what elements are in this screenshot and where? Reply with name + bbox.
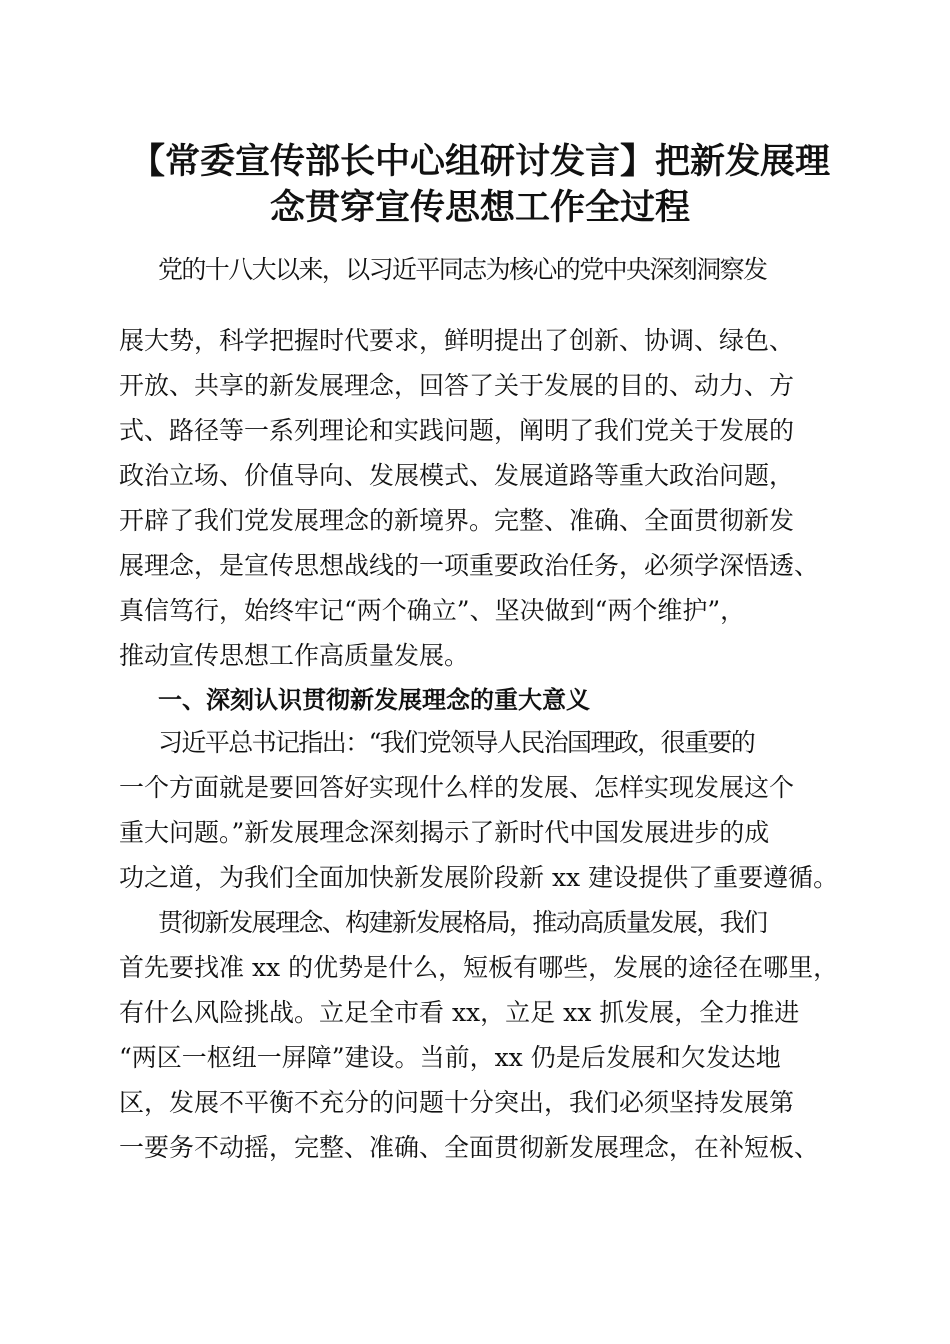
paragraph-2-line: 功之道，为我们全面加快新发展阶段新 xx 建设提供了重要遵循。 <box>119 863 839 892</box>
paragraph-3-line: 一要务不动摇，完整、准确、全面贯彻新发展理念，在补短板、 <box>119 1133 820 1162</box>
document-title-line-2: 念贯穿宣传思想工作全过程 <box>269 187 690 228</box>
paragraph-2-line: 重大问题。”新发展理念深刻揭示了新时代中国发展进步的成 <box>119 818 770 847</box>
paragraph-2-line: 习近平总书记指出：“我们党领导人民治国理政，很重要的 <box>158 728 755 757</box>
paragraph-1-line: 党的十八大以来，以习近平同志为核心的党中央深刻洞察发 <box>158 255 767 284</box>
paragraph-3-line: 贯彻新发展理念、构建新发展格局，推动高质量发展，我们 <box>158 908 767 937</box>
paragraph-1-line: 展大势，科学把握时代要求，鲜明提出了创新、协调、绿色、 <box>119 326 795 355</box>
paragraph-3-line: 首先要找准 xx 的优势是什么，短板有哪些，发展的途径在哪里， <box>119 953 839 982</box>
paragraph-1-line: 真信笃行，始终牢记“两个确立”、坚决做到“两个维护”， <box>119 596 746 625</box>
paragraph-1-line: 政治立场、价值导向、发展模式、发展道路等重大政治问题， <box>119 461 795 490</box>
paragraph-3-line: “两区一枢纽一屏障”建设。当前，xx 仍是后发展和欠发达地 <box>119 1043 781 1072</box>
section-heading-1: 一、深刻认识贯彻新发展理念的重大意义 <box>158 686 590 714</box>
paragraph-2-line: 一个方面就是要回答好实现什么样的发展、怎样实现发展这个 <box>119 773 795 802</box>
document-title-line-1: 【常委宣传部长中心组研讨发言】把新发展理 <box>129 141 830 182</box>
paragraph-1-line: 开辟了我们党发展理念的新境界。完整、准确、全面贯彻新发 <box>119 506 795 535</box>
paragraph-3-line: 有什么风险挑战。立足全市看 xx，立足 xx 抓发展，全力推进 <box>119 998 800 1027</box>
paragraph-1-line: 开放、共享的新发展理念，回答了关于发展的目的、动力、方 <box>119 371 795 400</box>
paragraph-1-line: 展理念，是宣传思想战线的一项重要政治任务，必须学深悟透、 <box>119 551 820 580</box>
paragraph-1-line: 推动宣传思想工作高质量发展。 <box>119 641 470 670</box>
paragraph-1-line: 式、路径等一系列理论和实践问题，阐明了我们党关于发展的 <box>119 416 795 445</box>
paragraph-3-line: 区，发展不平衡不充分的问题十分突出，我们必须坚持发展第 <box>119 1088 795 1117</box>
